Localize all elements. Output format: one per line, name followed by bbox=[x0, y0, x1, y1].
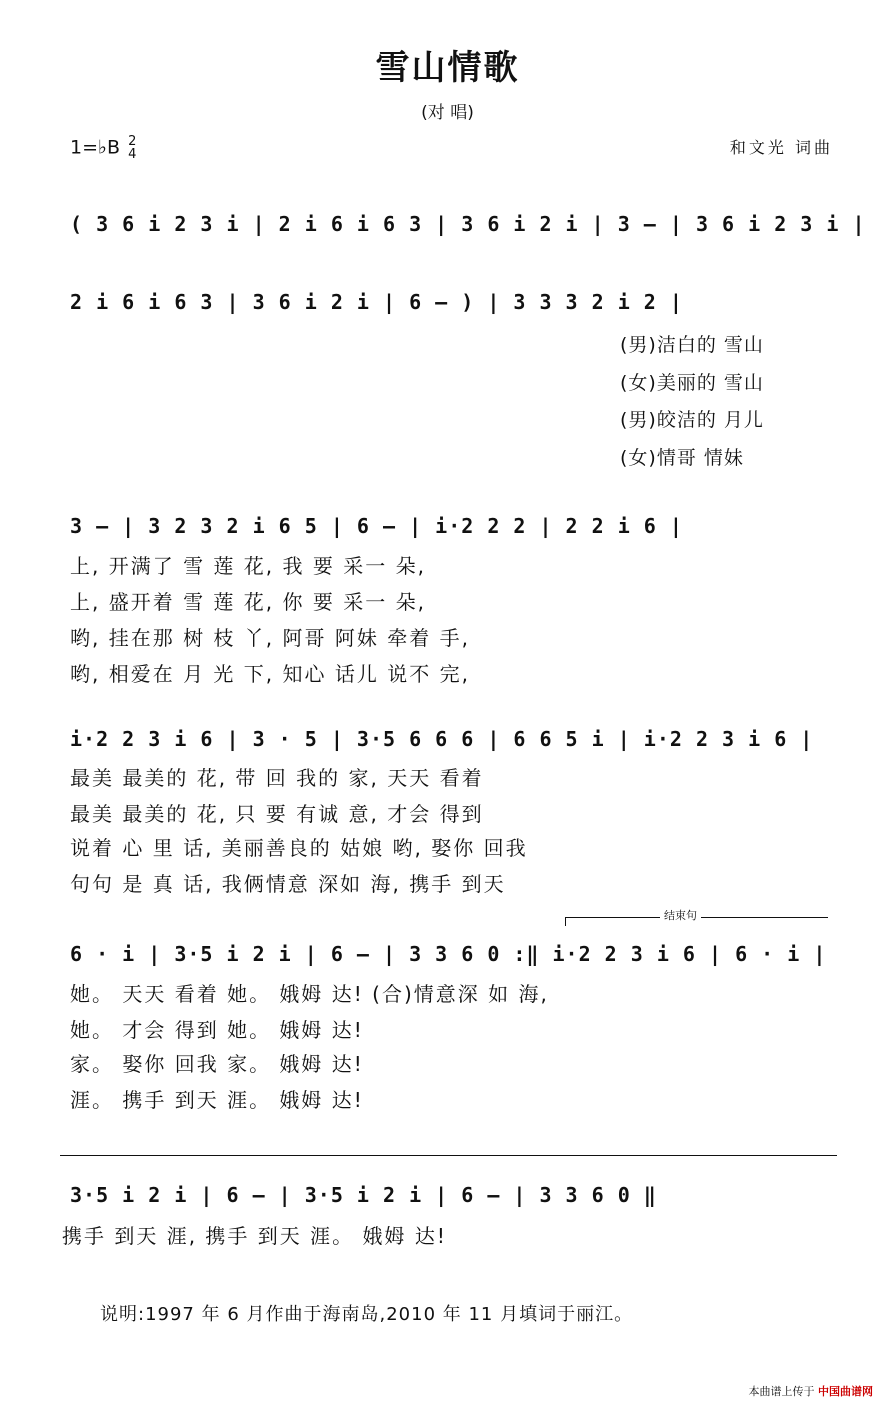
score-line-2: 2 i 6 i 6 3 | 3 6 i 2 i | 6 – ) | 3 3 3 2 i 2 | bbox=[70, 290, 683, 314]
verse2-line-1: 最美 最美的 花, 带 回 我的 家, 天天 看着 bbox=[70, 766, 484, 790]
verse3-line-4: 涯。 携手 到天 涯。 娥姆 达! bbox=[70, 1088, 364, 1112]
ending-label: 结束句 bbox=[660, 907, 701, 923]
author-credit: 和文光 词曲 bbox=[729, 138, 833, 157]
subtitle: (对 唱) bbox=[421, 103, 474, 123]
final-lyric: 携手 到天 涯, 携手 到天 涯。 娥姆 达! bbox=[62, 1224, 447, 1248]
intro-lyric-1: (男)洁白的 雪山 bbox=[620, 334, 764, 356]
intro-lyric-4: (女)情哥 情妹 bbox=[620, 447, 744, 469]
verse2-line-4: 句句 是 真 话, 我俩情意 深如 海, 携手 到天 bbox=[70, 872, 506, 896]
key-signature bbox=[70, 135, 136, 161]
intro-lyric-3: (男)皎洁的 月儿 bbox=[620, 409, 764, 431]
verse2-line-2: 最美 最美的 花, 只 要 有诚 意, 才会 得到 bbox=[70, 802, 484, 826]
verse1-line-1: 上, 开满了 雪 莲 花, 我 要 采一 朵, bbox=[70, 554, 426, 578]
footer-prefix: 本曲谱上传于 bbox=[748, 1385, 815, 1398]
verse3-line-1: 她。 天天 看着 她。 娥姆 达! (合)情意深 如 海, bbox=[70, 982, 549, 1006]
score-line-6: 3·5 i 2 i | 6 – | 3·5 i 2 i | 6 – | 3 3 6 0 ‖ bbox=[70, 1183, 657, 1207]
verse2-line-3: 说着 心 里 话, 美丽善良的 姑娘 哟, 娶你 回我 bbox=[70, 836, 528, 860]
score-line-5: 6 · i | 3·5 i 2 i | 6 – | 3 3 6 0 :‖ i·2 2 3 i 6 | 6 · i | bbox=[70, 942, 827, 966]
verse3-line-3: 家。 娶你 回我 家。 娥姆 达! bbox=[70, 1052, 364, 1076]
page-title: 雪山情歌 bbox=[375, 48, 520, 88]
verse1-line-4: 哟, 相爱在 月 光 下, 知心 话儿 说不 完, bbox=[70, 662, 470, 686]
score-line-1: ( 3 6 i 2 3 i | 2 i 6 i 6 3 | 3 6 i 2 i | 3 – | 3 6 i 2 3 i | bbox=[70, 212, 866, 236]
section-rule bbox=[60, 1155, 837, 1156]
intro-lyric-2: (女)美丽的 雪山 bbox=[620, 372, 764, 394]
score-line-3: 3 – | 3 2 3 2 i 6 5 | 6 – | i·2 2 2 | 2 2 i 6 | bbox=[70, 514, 683, 538]
key-label: 1=♭B bbox=[70, 136, 121, 159]
explanation-note: 说明:1997 年 6 月作曲于海南岛,2010 年 11 月填词于丽江。 bbox=[100, 1304, 634, 1325]
time-signature: 2 4 bbox=[128, 134, 137, 162]
score-line-4: i·2 2 3 i 6 | 3 · 5 | 3·5 6 6 6 | 6 6 5 i | i·2 2 3 i 6 | bbox=[70, 727, 814, 751]
footer-site[interactable]: 中国曲谱网 bbox=[818, 1385, 873, 1398]
verse1-line-2: 上, 盛开着 雪 莲 花, 你 要 采一 朵, bbox=[70, 590, 426, 614]
verse3-line-2: 她。 才会 得到 她。 娥姆 达! bbox=[70, 1018, 364, 1042]
footer-credit bbox=[749, 1383, 874, 1399]
verse1-line-3: 哟, 挂在那 树 枝 丫, 阿哥 阿妹 牵着 手, bbox=[70, 626, 470, 650]
